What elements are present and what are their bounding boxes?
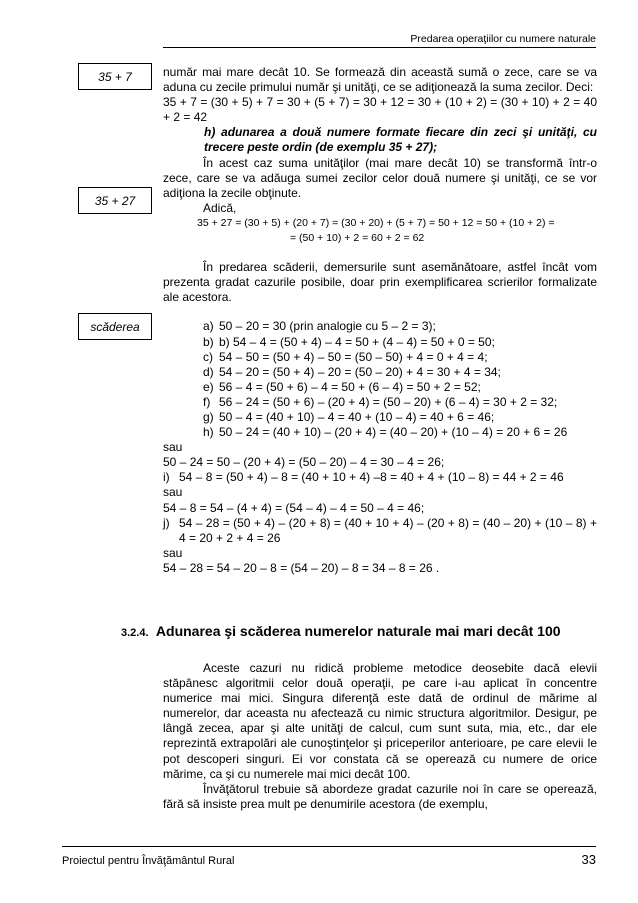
list-text: 56 – 4 = (50 + 6) – 4 = 50 + (6 – 4) = 50 + 2 = 52; <box>219 379 481 394</box>
list-text: b) 54 – 4 = (50 + 4) – 4 = 50 + (4 – 4) = 50 + 0 = 50; <box>219 334 495 349</box>
list-label: h) <box>203 425 214 440</box>
list-item <box>203 410 597 425</box>
list-item <box>203 365 597 380</box>
equation-35-plus-27-line2: = (50 + 10) + 2 = 60 + 2 = 62 <box>290 232 425 245</box>
list-text: 50 – 20 = 30 (prin analogie cu 5 – 2 = 3); <box>219 319 436 334</box>
list-label: a) <box>203 319 214 334</box>
list-label: e) <box>203 379 214 394</box>
subheading-h: h) adunarea a două numere formate fiecare din zeci şi unităţi, cu trecere peste ordin (de exemplu 35 + 27); <box>204 125 597 155</box>
list-label: d) <box>203 364 214 379</box>
margin-note-35-plus-27: 35 + 27 <box>78 187 152 214</box>
list-text: 54 – 8 = (50 + 4) – 8 = (40 + 10 + 4) –8 = 40 + 4 + (10 – 8) = 44 + 2 = 46 <box>179 470 564 485</box>
paragraph: Aceste cazuri nu ridică probleme metodice deosebite dacă elevii stăpânesc algoritmii celor două operaţii, pe care i-au aplicat în concentre numerice mai mici. Singura diferenţă este dată de ordinul de mărime al numerelor, dar aceasta nu afectează cu nimic structura algoritmilor. Desigur, pe lângă zecea, apar şi alte unităţi de calcul, cum sunt suta, mia, etc., dar ele reprezintă extrapolări ale cunoştinţelor şi priceperilor anterioare, pe care elevii le pot descoperi singuri. Ei vor constata că se operează cu numere de orice mărime, ca şi cu numerele mai mici decât 100. <box>163 661 597 781</box>
list-item <box>203 425 597 440</box>
equation-35-plus-7: 35 + 7 = (30 + 5) + 7 = 30 + (5 + 7) = 30 + 12 = 30 + (10 + 2) = (30 + 10) + 2 = 40 + 2 = 42 <box>163 95 597 125</box>
footer-publication: Proiectul pentru Învăţământul Rural <box>62 855 235 867</box>
list-item <box>203 380 597 395</box>
alt-equation: 54 – 28 = 54 – 20 – 8 = (54 – 20) – 8 = 34 – 8 = 26 . <box>163 560 440 575</box>
list-item <box>203 335 597 350</box>
footer-rule <box>62 846 596 847</box>
page-number: 33 <box>581 852 596 867</box>
running-header: Predarea operaţiilor cu numere naturale <box>410 33 596 45</box>
list-text: 54 – 50 = (50 + 4) – 50 = (50 – 50) + 4 = 0 + 4 = 4; <box>219 349 488 364</box>
paragraph: Adică, <box>203 200 237 215</box>
list-item <box>203 350 597 365</box>
alt-equation: 50 – 24 = 50 – (20 + 4) = (50 – 20) – 4 = 30 – 4 = 26; <box>163 455 445 470</box>
alt-word: sau <box>163 440 183 455</box>
list-label: g) <box>203 409 214 424</box>
list-item <box>163 470 597 485</box>
list-text: 50 – 4 = (40 + 10) – 4 = 40 + (10 – 4) = 40 + 6 = 46; <box>219 409 495 424</box>
list-label: c) <box>203 349 213 364</box>
list-text: 54 – 20 = (50 + 4) – 20 = (50 – 20) + 4 = 30 + 4 = 34; <box>219 364 501 379</box>
margin-note-35-plus-7: 35 + 7 <box>78 63 152 90</box>
paragraph: Învăţătorul trebuie să abordeze gradat cazurile noi în care se operează, fără să insiste prea mult pe denumirile acestora (de exemplu, <box>163 781 597 811</box>
alt-word: sau <box>163 545 183 560</box>
list-text: 54 – 28 = (50 + 4) – (20 + 8) = (40 + 10 + 4) – (20 + 8) = (40 – 20) + (10 – 8) + 4 = 20 + 2 + 4 = 26 <box>179 515 597 545</box>
list-label: i) <box>163 470 170 485</box>
body-text-top <box>163 65 597 576</box>
section-heading <box>121 623 561 639</box>
list-text: 50 – 24 = (40 + 10) – (20 + 4) = (40 – 20) + (10 – 4) = 20 + 6 = 26 <box>219 425 568 440</box>
paragraph: număr mai mare decât 10. Se formează din această sumă o zece, care se va aduna cu zecile primului număr şi unităţi, ce se adiţionează la suma zecilor. Deci: <box>163 65 597 95</box>
alt-equation: 54 – 8 = 54 – (4 + 4) = (54 – 4) – 4 = 50 – 4 = 46; <box>163 500 425 515</box>
section-title: Adunarea şi scăderea numerelor naturale mai mari decât 100 <box>155 623 561 639</box>
header-rule <box>163 47 596 48</box>
body-text-section <box>163 661 597 812</box>
paragraph: În acest caz suma unităţilor (mai mare decât 10) se transformă într-o zece, care se va adăuga sumei zecilor celor două numere şi unităţi, ce se vor adiţiona la zecile obţinute. <box>163 155 597 200</box>
list-item <box>203 319 597 334</box>
subtraction-list <box>163 319 597 440</box>
list-text: 56 – 24 = (50 + 6) – (20 + 4) = (50 – 20) + (6 – 4) = 30 + 2 = 32; <box>219 394 558 409</box>
list-item <box>163 516 597 546</box>
list-label: j) <box>163 515 170 530</box>
paragraph-scaderea: În predarea scăderii, demersurile sunt asemănătoare, astfel încât vom prezenta gradat cazurile posibile, doar prin exemplificarea scrierilor formalizate ale acestora. <box>163 260 597 305</box>
section-number: 3.2.4. <box>121 627 149 639</box>
list-item <box>203 395 597 410</box>
list-label: f) <box>203 394 211 409</box>
list-label: b) <box>203 334 214 349</box>
margin-note-scaderea: scăderea <box>78 313 152 340</box>
equation-35-plus-27-line1: 35 + 27 = (30 + 5) + (20 + 7) = (30 + 20) + (5 + 7) = 50 + 12 = 50 + (10 + 2) = <box>197 216 555 229</box>
alt-word: sau <box>163 485 183 500</box>
